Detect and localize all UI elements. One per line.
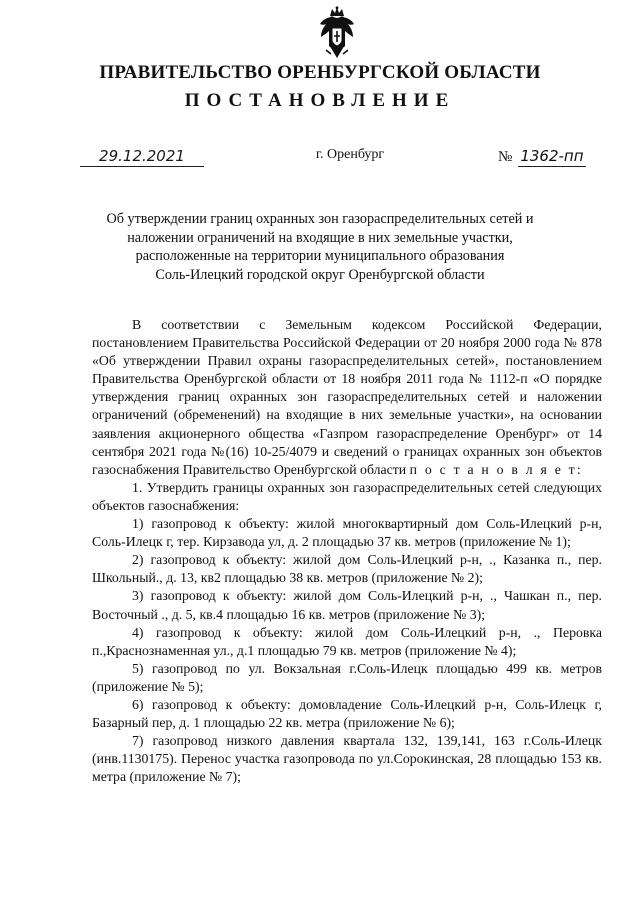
list-item: 1) газопровод к объекту: жилой многоквартирный дом Соль-Илецкий р-н, Соль-Илецк г, тер. Кирзавода ул, д. 2 площадью 37 кв. метров (приложение № 1);	[92, 516, 602, 550]
list-item: 4) газопровод к объекту: жилой дом Соль-Илецкий р-н, ., Перовка п.,Краснознаменная ул., д.1 площадью 79 кв. метров (приложение № 4);	[92, 624, 602, 658]
point-1-paragraph: 1. Утвердить границы охранных зон газораспределительных сетей следующих объектов газоснабжения:	[92, 479, 602, 513]
list-item: 6) газопровод к объекту: домовладение Соль-Илецкий р-н, Соль-Илецк г, Базарный пер, д. 1 площадью 22 кв. метра (приложение № 6);	[92, 696, 602, 731]
list-item: 7) газопровод низкого давления квартала 132, 139,141, 163 г.Соль-Илецк (инв.1130175). Перенос участка газопровода по ул.Сорокинская, 28 площадью 153 кв. метра (приложение № 7);	[92, 733, 602, 785]
document-body	[92, 316, 602, 786]
subject-line: Об утверждении границ охранных зон газораспределительных сетей и	[106, 211, 534, 227]
preamble-text: В соответствии с Земельным кодексом Российской Федерации, постановлением Правительства Российской Федерации от 20 ноября 2000 года № 878 «Об утверждении Правил охраны газораспределительных сетей», постановлением Правительства Оренбургской области от 18 ноября 2011 года № 1112-п «О порядке утверждения границ охранных зон газораспределительных сетей и наложении ограничений (обременений) на входящие в них земельные участки», на основании заявления акционерного общества «Газпром газораспределение Оренбург» от 14 сентября 2021 года №(16) 10-25/4079 и сведений о границах охранных зон объектов газоснабжения Правительство Оренбургской области	[92, 317, 602, 477]
coat-of-arms-emblem	[316, 6, 358, 62]
list-item: 5) газопровод по ул. Вокзальная г.Соль-Илецк площадью 499 кв. метров (приложение № 5);	[92, 660, 602, 694]
resolves-phrase: п о с т а н о в л я е т:	[409, 461, 583, 477]
document-city: г. Оренбург	[315, 147, 385, 162]
subject-line: Соль-Илецкий городской округ Оренбургской области	[155, 266, 485, 283]
subject-line: расположенные на территории муниципального образования	[135, 248, 505, 264]
subject-line: наложении ограничений на входящие в них земельные участки,	[127, 229, 513, 246]
list-item: 2) газопровод к объекту: жилой дом Соль-Илецкий р-н, ., Казанка п., пер. Школьный., д. 13, кв2 площадью 38 кв. метров (приложение № 2);	[92, 552, 602, 586]
list-item: 3) газопровод к объекту: жилой дом Соль-Илецкий р-н, ., Чашкан п., пер. Восточный ., д. 5, кв.4 площадью 16 кв. метров (приложение № 3);	[92, 588, 602, 622]
document-number	[498, 146, 586, 167]
document-date: 29.12.2021	[80, 146, 204, 167]
document-subject	[60, 210, 580, 284]
number-sign: №	[498, 149, 513, 165]
document-type-heading: ПОСТАНОВЛЕНИЕ	[184, 90, 456, 111]
government-title: ПРАВИТЕЛЬСТВО ОРЕНБУРГСКОЙ ОБЛАСТИ	[99, 62, 541, 83]
preamble-paragraph	[92, 316, 602, 479]
number-value: 1362-пп	[520, 147, 584, 165]
